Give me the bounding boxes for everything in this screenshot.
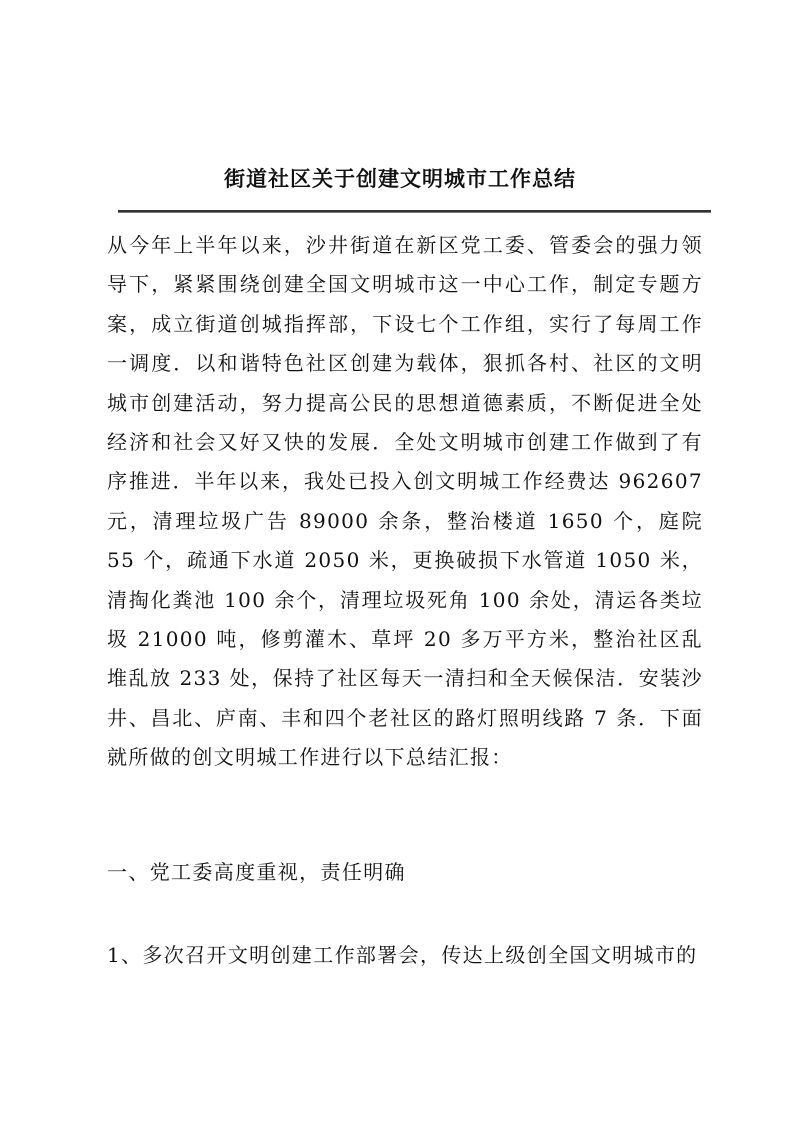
document-title: 街道社区关于创建文明城市工作总结	[224, 166, 576, 191]
title-divider	[118, 210, 711, 213]
section-heading: 一、党工委高度重视，责任明确	[107, 860, 406, 884]
intro-paragraph: 从今年上半年以来，沙井街道在新区党工委、管委会的强力领导下，紧紧围绕创建全国文明城市这一中心工作，制定专题方案，成立街道创城指挥部，下设七个工作组，实行了每周工作一调度．以和谐特色社区创建为载体，狠抓各村、社区的文明城市创建活动，努力提高公民的思想道德素质，不断促进全处经济和社会又好又快的发展．全处文明城市创建工作做到了有序推进．半年以来，我处已投入创文明城工作经费达 962607 元，清理垃圾广告 89000 余条，整治楼道 1650 个，庭院 55 个，疏通下水道 2050 米，更换破损下水管道 1050 米，清掏化粪池 100 余个，清理垃圾死角 100 余处，清运各类垃圾 21000 吨，修剪灌木、草坪 20 多万平方米，整治社区乱堆乱放 233 处，保持了社区每天一清扫和全天候保洁．安装沙井、昌北、庐南、丰和四个老社区的路灯照明线路 7 条．下面就所做的创文明城工作进行以下总结汇报：	[107, 233, 703, 770]
list-item: 1、多次召开文明创建工作部署会，传达上级创全国文明城市的	[107, 943, 698, 967]
